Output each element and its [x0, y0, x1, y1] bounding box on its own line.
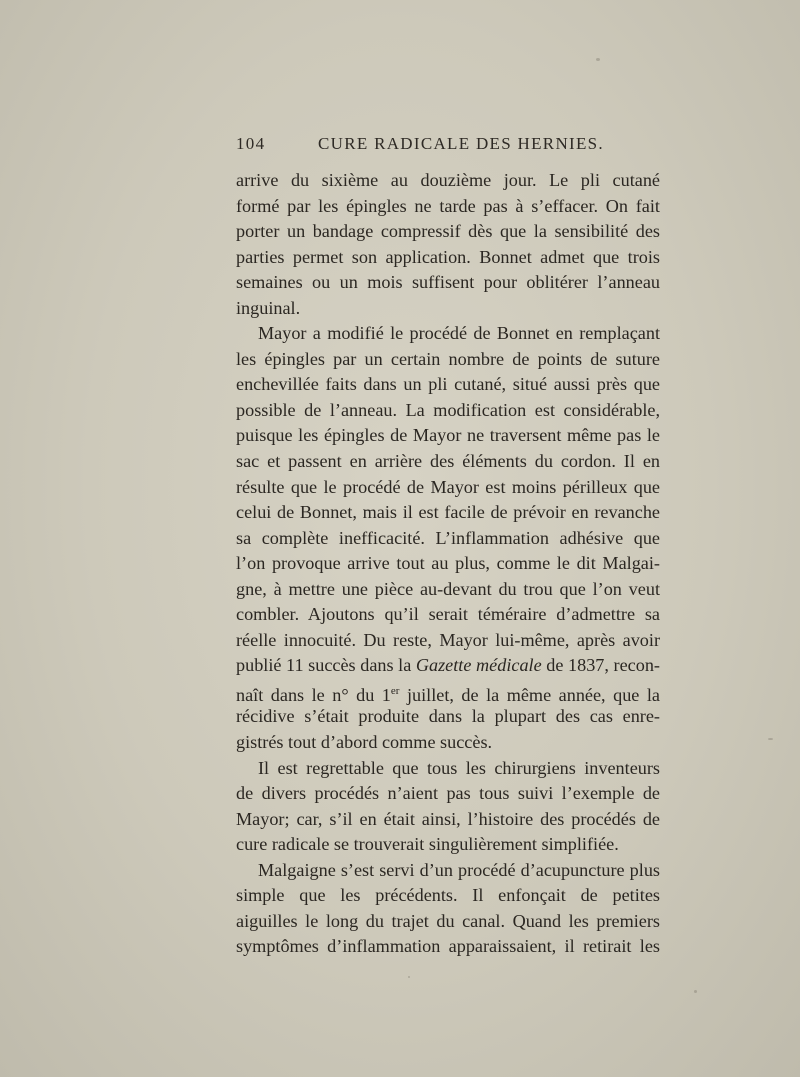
paper-speck [408, 976, 410, 978]
text-line: semaines ou un mois suffisent pour oblitérer l’anneau [236, 272, 660, 293]
text-line: symptômes d’inflammation apparaissaient, il retirait les [236, 936, 660, 957]
text-line: les épingles par un certain nombre de points de suture [236, 348, 660, 369]
text-line: aiguilles le long du trajet du canal. Quand les premiers [236, 910, 660, 931]
paragraph-start-line: Malgaigne s’est servi d’un procédé d’acupuncture plus [258, 859, 660, 880]
text-fragment: naît dans le n° du 1 [236, 685, 391, 705]
page-number: 104 [236, 134, 266, 153]
body-text [236, 168, 660, 960]
text-line: inguinal. [236, 297, 301, 318]
text-line: l’on provoque arrive tout au plus, comme le dit Malgai- [236, 553, 660, 574]
text-line: gistrés tout d’abord comme succès. [236, 732, 493, 753]
text-line: arrive du sixième au douzième jour. Le pli cutané [236, 170, 660, 190]
text-line: combler. Ajoutons qu’il serait téméraire d’admettre sa [236, 604, 660, 625]
journal-title: Gazette médicale [415, 655, 542, 676]
paragraph-start-line: Mayor a modifié le procédé de Bonnet en remplaçant [258, 323, 660, 344]
text-line: possible de l’anneau. La modification est considérable, [236, 399, 660, 420]
text-line: parties permet son application. Bonnet admet que trois [236, 246, 660, 267]
text-line: simple que les précédents. Il enfonçait de petites [236, 885, 660, 906]
text-line: de divers procédés n’aient pas tous suivi l’exemple de [236, 783, 660, 804]
paper-speck [596, 58, 600, 61]
text-line: réelle innocuité. Du reste, Mayor lui-même, après avoir [236, 629, 660, 650]
paper-speck [694, 990, 697, 993]
text-line: sac et passent en arrière des éléments du cordon. Il en [236, 451, 660, 472]
superscript: er [390, 684, 400, 697]
running-title: CURE RADICALE DES HERNIES. [318, 134, 604, 153]
text-line [236, 679, 660, 705]
paragraph-start-line: Il est regrettable que tous les chirurgiens inventeurs [258, 757, 660, 778]
text-fragment: juillet, de la même année, que la [399, 685, 660, 705]
text-line: celui de Bonnet, mais il est facile de prévoir en revanche [236, 502, 660, 523]
text-line: puisque les épingles de Mayor ne traversent même pas le [236, 425, 660, 446]
text-line [236, 653, 660, 679]
text-line: résulte que le procédé de Mayor est moins périlleux que [236, 476, 660, 497]
text-line: porter un bandage compressif dès que la sensibilité des [236, 221, 660, 242]
text-line: récidive s’était produite dans la plupart des cas enre- [236, 706, 660, 727]
paper-speck [768, 738, 773, 740]
text-line: sa complète inefficacité. L’inflammation adhésive que [236, 527, 660, 548]
text-line: enchevillée faits dans un pli cutané, situé aussi près que [236, 374, 660, 395]
text-line: Mayor; car, s’il en était ainsi, l’histoire des procédés de [236, 808, 660, 829]
text-line: gne, à mettre une pièce au-devant du trou que l’on veut [236, 578, 660, 599]
text-fragment: publié 11 succès dans la [236, 655, 416, 676]
text-fragment: de 1837, recon- [541, 655, 660, 676]
text-line: cure radicale se trouverait singulièrement simplifiée. [236, 834, 619, 855]
text-line: formé par les épingles ne tarde pas à s’effacer. On fait [236, 195, 660, 216]
